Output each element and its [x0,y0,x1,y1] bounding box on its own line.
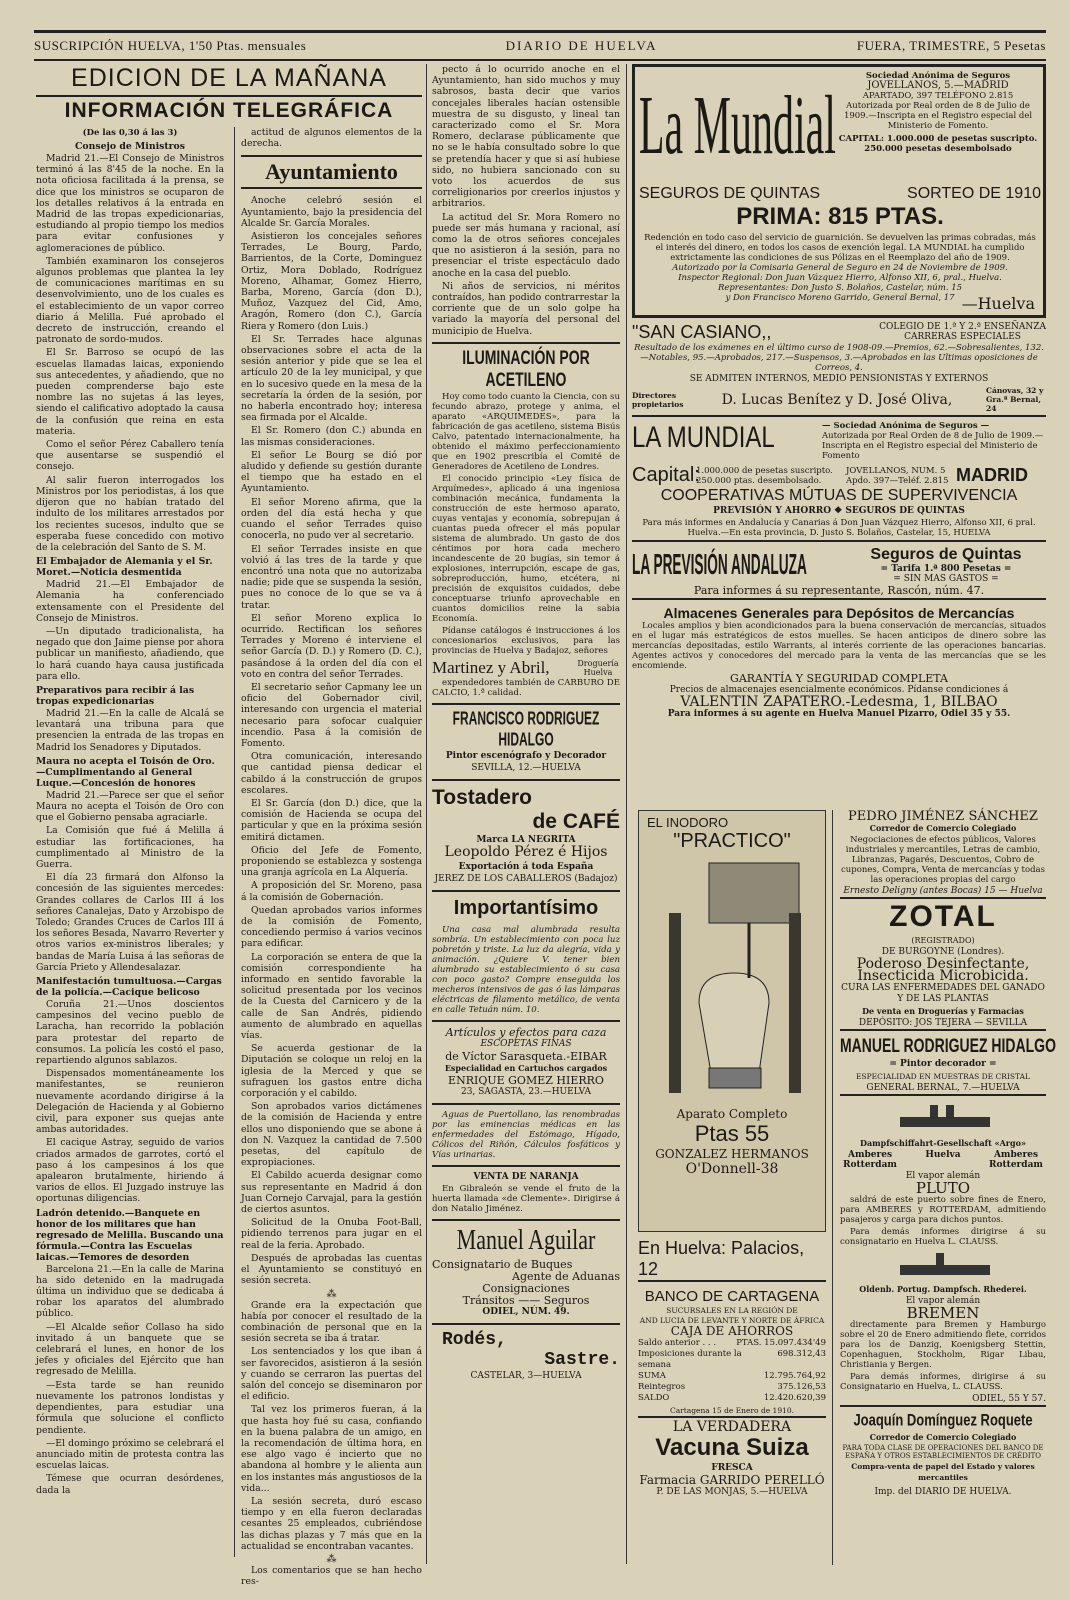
paragraph: Madrid 21.—En la calle de Alcalá se levantará una tribuna para que presencien la entrada de las tropas en Madrid los Senadores y Diputados. [36,707,224,753]
ad-text: Amberes Rotterdam [989,1150,1043,1170]
ad-text: Ernesto Deligny (antes Bocas) 15 — Huelva [840,886,1046,899]
paragraph: La sesión secreta, duró escaso tiempo y en ella fueron declaradas cesantes 25 empleados, cubriéndose las dichas plazas y 7 más que en la actualidad se encontraban vacantes. [241,1495,422,1552]
ad-text: ODIEL, 55 Y 57. [840,1394,1046,1407]
paragraph: —El Alcalde señor Collaso ha sido invitado á un banquete que se celebrará el lunes, en honor de los jefes y oficiales del Ejército que han regresado de Melilla. [36,1321,224,1378]
ad-text: saldrá de este puerto sobre fines de Enero, para AMBERES y ROTTERDAM, admitiendo pasajeros y carga para dichos puntos. [840,1195,1046,1225]
subscription-outside: FUERA, TRIMESTRE, 5 Pesetas [856,38,1046,53]
ad-text: Para informes á su representante, Rascón, núm. 47. [632,585,1046,600]
ad-text: JOVELLANOS, 5.—MADRID [867,80,1009,91]
ad-text: CURA LAS ENFERMEDADES DEL GANADO Y DE LAS PLANTAS [841,983,1045,1004]
headline: Manifestación tumultuosa.—Cargas de la policía.—Cacique belicoso [36,976,222,998]
ad-text: Para más informes en Andalucía y Canarias á Don Juan Vázquez Hierro, Alfonso XII, 6 pral. Huelva.—En esta provincia, D. Justo S. Bolaños, Castelar, 15, HUELVA [632,518,1046,542]
ads-upper [632,64,1046,824]
paragraph: Ni años de servicios, ni méritos contraídos, han podido contrarrestar la corriente que de un solo golpe ha variado la mayoría del personal del municipio de Huelva. [432,280,620,337]
ad-text: CARRERAS ESPECIALES [904,332,1021,342]
ad-text: CAJA DE AHORROS [670,1324,794,1338]
ad-vacuna-title: Vacuna Suiza [655,1434,809,1461]
ad-text: SUCURSALES EN LA REGIÓN DE [666,1306,798,1315]
ad-text: Hoy como todo cuanto la Ciencia, con su fecundo abrazo, protege y anima, el aparato «ARQUIMEDES», para la fabricación de gas acetileno, sistema Bisús Calvo, patentado internacionalmente, ha obtenido el máximo perfeccionamiento que en 1902 prescribía el Comité de Generadores de Acetileno de Londres. [432,391,620,472]
ad-text: Negociaciones de efectos públicos, Valores industriales y mercantiles, Letras de cambio, Libranzas, Pagarés, Descuentos, Cobro de cupones, Compra, Venta de mercancías y todas las operaciones propias del cargo [841,835,1045,885]
paragraph: Madrid 21.—El Embajador de Alemania ha conferenciado extensamente con el Presidente del Consejo de Ministros. [36,579,224,624]
ad-text: Especialidad en Cartuchos cargados [444,1062,608,1073]
masthead [34,30,1046,61]
ad-text: SEVILLA, 12.—HUELVA [471,762,581,773]
ad-text: SE ADMITEN INTERNOS, MEDIO PENSIONISTAS Y EXTERNOS [689,374,989,384]
ad-palacios: En Huelva: Palacios, 12 [638,1238,826,1282]
ad-text: PARA TODA CLASE DE OPERACIONES DEL BANCO DE ESPAÑA Y OTROS ESTABLECIMIENTOS DE CRÉDITO [842,1444,1044,1460]
paragraph: Tal vez los primeros fueran, á la que hasta hoy fué su casa, confiando en la buena palabra de un amigo, en la recomendación de última hora, en ese algo vago é incierto que no abandona al hombre y le alienta aun en los instantes más angustiosos de la vida... [241,1404,422,1494]
ad-text: CAPITAL: 1.000.000 de pesetas suscripto. 250.000 pesetas desembolsado [838,134,1038,154]
ad-zotal-title: ZOTAL [889,900,997,933]
separator-stars: ⁂ [326,1553,337,1565]
toilet-illustration-icon [639,853,825,1103]
paragraph: La actitud del Sr. Mora Romero no puede ser más humana y racional, así como la de otros señores concejales que no asistieron á la sesión, para no presenciar el triste espectáculo dado anoche en la casa del pueblo. [432,211,620,279]
ad-text: de Víctor Sarasqueta.-EIBAR [445,1049,607,1063]
paragraph: Oficio del Jefe de Fomento, proponiendo se establezca y sostenga una granja agrícola en La Alquería. [241,844,422,879]
paragraph: pecto á lo ocurrido anoche en el Ayuntamiento, han sido muchos y muy sabrosos, basta decir que varios concejales liberales hacían ostensible muestra de su disgusto, y lineal tan caracterizado como el Sr. Mora Romero, declarase públicamente que no se le había consultado sobre lo que se pretendía hacer y que si así hubiese sido, no hubiera sancionado con su voto los acuerdos de sus correligionarios por creerlos injustos y arbitrarios. [432,64,620,210]
paragraph: La corporación se entera de que la comisión correspondiente ha informado en sentido favorable la solicitud presentada por los vecinos de la Cuesta del Carnicero y de la calle de San Andrés, pidiendo aumento de alumbrado en aquellas vías. [241,951,422,1042]
paragraph: El secretario señor Capmany lee un oficio del Gobernador civil, interesando con urgencia el material necesario para sofocar cualquier incendio. Pasa á la comisión de Fomento. [241,681,422,749]
paragraph: Los comentarios que se han hecho res- [241,1564,422,1588]
paragraph: Coruña 21.—Unos doscientos campesinos del vecino pueblo de Laracha, han recorrido la población para protestar del reparto de consumos. La policía les costó el paso, repartiendo algunos sablazos. [36,999,224,1067]
ads-lower-right [840,809,1056,1570]
ad-text: Poderoso Desinfectante, [856,956,1030,972]
headline: Consejo de Ministros [75,141,185,152]
headline: Preparativos para recibir á las tropas expedicionarias [36,684,195,707]
ad-text: Dampfschiffahrt-Gesellschaft «Argo» [860,1138,1026,1148]
paragraph: Otra comunicación, interesando que cantidad piensa dedicar el cabildo á la construcción de grupos escolares. [241,751,422,796]
ad-text: Para informes á su agente en Huelva Manuel Pizarro, Odiel 35 y 55. [667,709,1011,719]
bank-value: 12.420.620,39 [763,1393,826,1403]
ad-text: El vapor alemán [905,1296,981,1306]
paragraph: —El domingo próximo se celebrará el anunciado mitin de protesta contra las escuelas laicas. [36,1437,224,1472]
ad-text: D. Lucas Benítez y D. José Oliva, [721,391,953,408]
ad-text: GONZALEZ HERMANOS [655,1147,809,1161]
ad-text: = Pintor decorador = [889,1059,997,1069]
ad-text: = Tarifa 1.ª 800 Pesetas = [880,564,1012,574]
printer-imprint: Imp. del DIARIO DE HUELVA. [874,1487,1012,1497]
ad-text: Artículos y efectos para caza [445,1025,607,1039]
paragraph: Al salir fueron interrogados los Ministros por los periodistas, á los que dijeron que no habían tratado del indulto de los militares arrestados por los recientes sucesos, indulto que se esperaba fuese concedido con motivo de la celebración del Santo de S. M. [36,474,224,553]
ad-text: Seguros de Quintas [870,546,1022,563]
column-rule [426,64,427,1564]
headline: Maura no acepta el Toisón de Oro. —Cumplimentando al General Luque.—Concesión de honores [36,755,215,789]
separator-stars: ⁂ [326,1288,337,1300]
ad-text: El vapor alemán [905,1171,981,1181]
paragraph: Anoche celebró sesión el Ayuntamiento, bajo la presidencia del Alcalde Sr. García Morales. [241,195,422,229]
ad-text: Cartagena 15 de Enero de 1910. [638,1405,826,1418]
ad-text: Consignaciones [482,1281,570,1295]
ad-text: Pídanse catálogos é instrucciones á los concesionarios exclusivos, para las provincias de Huelva y Badajoz, señores [432,625,620,656]
ad-text: P. DE LAS MONJAS, 5.—HUELVA [656,1487,808,1497]
column-rule [626,64,627,1564]
paragraph: Son aprobados varios dictámenes de la comisión de Hacienda y entre ellos uno disponiendo que se abone á don N. Vazquez la cantidad de 7.500 pesetas, del capítulo de expropiaciones. [241,1101,422,1169]
bank-value: 12.795.764,92 [763,1371,826,1381]
paragraph: El señor Le Bourg se dió por aludido y defiende su gestión durante el tiempo que ha estado en el Ayuntamiento. [241,449,422,495]
paragraph: Madrid 21.—Parece ser que el señor Maura no acepta el Toisón de Oro con que el Gobierno pensaba agraciarle. [36,789,224,824]
ad-text: SORTEO DE 1910 [907,185,1041,202]
ad-text: COOPERATIVAS MÚTUAS DE SUPERVIVENCIA [660,487,1018,504]
steamship-icon [840,1249,1046,1279]
ad-text: VALENTIN ZAPATERO.-Ledesma, 1, BILBAO [680,694,998,710]
ad-text: Farmacia GARRIDO PERELLÓ [639,1473,825,1487]
ad-text: Leopoldo Pérez é Hijos [444,843,608,860]
ad-text: PREVISIÓN Y AHORRO ❖ SEGUROS DE QUINTAS [713,506,965,516]
ad-text: MADRID [956,465,1028,485]
paragraph: Témese que ocurran desórdenes, dada la [36,1473,224,1496]
ad-text: Corredor de Comercio Colegiado [869,1432,1017,1442]
paragraph: —Un diputado tradicionalista, ha negado que don Jaime piense por ahora publicar un manifiesto, añadiendo, que lo hará cuando haya causa justificada para ello. [36,625,224,682]
section-title: INFORMACIÓN TELEGRÁFICA [64,99,394,122]
ad-text: Autorizada por Real Orden de 8 de Julio de 1909.—Inscripta en el Registro especial del Ministerio de Fomento [822,431,1044,461]
paragraph: Los sentenciados y los que iban á ser favorecidos, asistieron á la sesión y cuando se cerraron las puertas del salón del concejo se diseminaron por el edificio. [241,1346,422,1403]
ad-text: Inspector Regional: Don Juan Vázquez Hierro, Alfonso XII, 6, pral., Huelva. [678,273,1002,283]
ad-text: GARANTÍA Y SEGURIDAD COMPLETA [730,672,948,685]
ad-almacenes-title: Almacenes Generales para Depósitos de Mercancías [663,605,1015,621]
ad-text: JEREZ DE LOS CABALLEROS (Badajoz) [434,873,618,884]
ads-lower-left [638,810,826,1570]
ad-text: Consignatario de Buques [432,1257,573,1271]
ad-text: Compra-venta de papel del Estado y valores mercantiles [851,1462,1035,1482]
paragraph: Como el señor Pérez Caballero tenía que ausentarse se suspendió el consejo. [36,439,224,473]
ad-mrh-title: MANUEL RODRIGUEZ HIDALGO [840,1033,1056,1057]
bank-value: 698.312,43 [777,1349,826,1359]
paragraph: También examinaron los consejeros algunos problemas que plantea la ley de comunicaciones marítimas en su desenvolvimiento, uno de los cuales es el establecimiento de un vapor correo diario á Melilla. Fué aprobado el decreto de instrucción, creando el patronato de sordo-mudos. [36,255,224,346]
ad-inodoro [638,810,826,1232]
ad-text: Sociedad Anónima de Seguros [865,71,1011,81]
ad-text: CASTELAR, 3—HUELVA [470,1370,582,1381]
paragraph: El Sr. García (don D.) dice, que la comisión de Hacienda se ocupa del particular y que en la próxima sesión emitirá dictamen. [241,797,422,843]
ad-text: LA VERDADERA [672,1419,792,1435]
ad-text: expendedores también de CARBURO DE CALCIO, 1.ª calidad. [432,677,620,698]
ad-text: (REGISTRADO) [911,936,975,945]
ad-frh-title: FRANCISCO RODRIGUEZ HIDALGO [452,707,600,750]
ad-text: Resultado de los exámenes en el último curso de 1908-09.—Premios, 62.—Sobresalientes, 132.—Notables, 95.—Aprobados, 217.—Suspensos, 3.—Aprobados en las Ultimas oposiciones de Correos, 4. [634,343,1044,373]
ad-rodes-title: Sastre. [544,1349,620,1370]
ad-text: Una casa mal alumbrada resulta sombría. Un establecimiento con poca luz pobretón y triste. La luz da alegría, vida y animación. ¿Quiere V. tener bien alumbrado su establecimiento ó su casa con poco gasto? Compre enseguida los mecheros intensivos de gas ó las lámparas eléctricas de filamento metálico, de venta en calle Tetuán núm. 10. [432,924,620,1015]
ad-text: BREMEN [906,1304,980,1322]
ad-prevision-andaluza: LA PREVISIÓN ANDALUZA [632,548,807,581]
bank-label: Reintegros [638,1382,686,1392]
paragraph: Asistieron los concejales señores Terrades, Le Bourg, Pardo, Barrientos, de la Corte, Dominguez Ortiz, Mora Doblado, Rodríguez Moreno, Alhamar, Gomez Hierro, Barba, Moreno, García (don D.), Muñoz, Vazquez del Cid, Amo, Aragón, Romero (don C.), García Riera y Romero (don Luis.) [241,231,422,332]
newspaper-page [34,30,1056,1588]
paragraph: El Sr. Terrades hace algunas observaciones sobre el acta de la sesión anterior y pide que se lea el artículo 20 de la ley municipal, y que en lo sucesivo quede en la mesa de la secretaría la órden de la sesión, por no haberla encontrado hoy; interesa sea firmada por el Alcalde. [241,333,422,424]
ad-text: Redención en todo caso del servicio de guarnición. Se devuelven las primas cobradas, más el interés del dinero, en todos los casos de exención legal. LA MUNDIAL ha cumplido extrictamente las condiciones de sus Pólizas en el Reemplazo del año de 1909. [644,233,1036,263]
ad-text: Ptas 55 [694,1121,770,1146]
paragraph: Se acuerda gestionar de la Diputación se coloque un reloj en la iglesia de la Merced y que se sufraguen los gastos entre dicha corporación y el cabildo. [241,1043,422,1100]
hours-note: (De las 0,30 á las 3) [82,128,178,138]
ad-text: El conocido principio «Ley física de Arquímedes», aplicado á una ingeniosa combinación mecánica, fundamenta la construcción de este hermoso aparato, cuyas ventajas y economía, sobrepujan á cuantas pueda ofrecer el más popular sistema de alumbrado. Un gasto de dos céntimos por hora cada mechero incandescente de 20 bugías, sin temor á explosiones, interrupción, escape de gas, sobreproducción, humo, etcétera, ni precisión de exquisitos cuidados, debe conceptuarse triunfo aprovechable en cuantos domicilios reine la sabia Economía. [432,473,620,624]
ad-text: ESPECIALIDAD EN MUESTRAS DE CRISTAL [856,1072,1030,1081]
ad-text: Autorizado por la Comisaria General de Seguro en 24 de Noviembre de 1909. [672,263,1008,273]
ad-text: Aguas de Puertollano, las renombradas por las eminencias médicas en las enfermedades del Estómago, Hígado, Cólicos del Riñón, Cálculos fosfáticos y Vías urinarias. [432,1109,620,1160]
ad-acetileno-title: ILUMINACIÓN POR ACETILENO [462,345,590,391]
ad-text: 1.000.000 de pesetas suscripto. 250.000 ptas. desembolsado. [696,465,833,486]
ad-text: Aparato Completo [676,1107,788,1121]
bank-label: Imposiciones durante la semana [638,1349,742,1370]
ad-text: Cánovas, 32 y Gra.ª Bernal, 24 [986,386,1044,413]
la-mundial-logo: La Mundial [638,79,836,173]
ad-text: Exportación á toda España [458,861,594,872]
ad-brand: Martinez y Abril, [432,657,550,677]
ad-text: ENRIQUE GOMEZ HIERRO [448,1073,604,1087]
column-middle [432,64,620,1564]
ad-text: Amberes Rotterdam [843,1150,897,1170]
ad-text: Pintor escenógrafo y Decorador [445,750,607,761]
ad-text: O'Donnell-38 [685,1161,779,1177]
paragraph: El día 23 firmará don Alfonso la concesión de las siguientes mercedes: Grandes collares de Carlos III á los señores Canalejas, Dato y Arzobispo de Toledo; Grandes Cruces de Carlos III á los señores Besada, Navarro Reverter y otros varios ex-ministros liberales; y bandas de María Luisa á las señoras de García Prieto y Allendesalazar. [36,872,224,973]
column-rule [832,810,833,1565]
ad-text: JOVELLANOS, NUM. 5 Apdo. 397—Teléf. 2.815 [846,465,949,486]
paragraph: El señor Moreno afirma, que la orden del día está hecha y que cuando el señor Terrades quiso conocerla, no pudo ver al secretario. [241,496,422,542]
ad-text: Autorizada por Real orden de 8 de Julio de 1909.—Inscripta en el Registro especial del Ministerio de Fomento. [843,101,1033,131]
ad-text: "PRACTICO" [673,830,791,852]
ad-text: Huelva [925,1150,961,1160]
ad-rodes-title: Rodés, [442,1329,507,1350]
paragraph: El Sr. Romero (don C.) abunda en las mismas consideraciones. [241,425,422,448]
newspaper-title: DIARIO DE HUELVA [505,38,658,53]
ad-tostadero-title: Tostadero [432,785,532,809]
ad-text: GENERAL BERNAL, 7.—HUELVA [840,1083,1046,1096]
edition-title: EDICION DE LA MAÑANA [71,64,387,92]
ad-text: AND LUCIA DE LEVANTE Y NORTE DE ÁFRICA [639,1316,825,1325]
ad-tostadero-title: de CAFÉ [532,809,620,833]
paragraph: Solicitud de la Onuba Foot-Ball, pidiendo terrenos para jugar en el real de la feria. Aprobado. [241,1217,422,1251]
ad-text: Representantes: Don Justo S. Bolaños, Castelar, núm. 15 [717,283,963,293]
ad-text: En Gibraleón se vende el fruto de la huerta llamada «de Clemente». Dirigirse á don Natalio Jiménez. [432,1183,620,1214]
ad-aguilar-title: Manuel Aguilar [456,1222,596,1256]
ad-naranja-title: VENTA DE NARANJA [473,1171,579,1182]
bank-value: PTAS. 15.097.434'49 [736,1338,826,1348]
paragraph: actitud de algunos elementos de la derecha. [241,127,422,150]
ad-text: directamente para Bremen y Hamburgo sobre el 20 de Enero admitiendo flete, corridos para los de Danzig, Koenigsberg Stettin, Copenhaguen, Stockholm, Rigar Libau, Christiania y Bergen. [840,1320,1046,1370]
ad-prima: PRIMA: 815 PTAS. [736,203,944,230]
ad-text: Directores propietarios [632,390,684,409]
ad-text: Corredor de Comercio Colegiado [869,823,1017,833]
ad-text: EL INODORO [647,815,729,830]
paragraph: El señor Terrades insiste en que volvió á las tres de la tarde y que encontró una nota que no autorizaba nadie; pide que se suspenda la sesión, pues no conoce de lo que se va á tratar. [241,543,422,611]
paragraph: El señor Moreno explica lo ocurrido. Rectifican los señores Terrades y Moreno é interviene el señor García (D. D.) y Romero (D. C.), pasándose á la orden del día con el voto en contra del señor Terrades. [241,612,422,680]
ad-text: Para demás informes, dirigirse á su Consignatario en Huelva, L. CLAUSS. [840,1372,1046,1392]
paragraph: El Sr. Barroso se ocupó de las escuelas llamadas laicas, exponiendo sus antecedentes, y añadiendo, que no pueden comprenderse bajo este nombre las no sujetas á las leyes, siendo el calificativo adoptado la causa de la confusión que reina en esta materia. [36,347,224,437]
ad-text: Droguería Huelva [577,658,619,677]
paragraph: Barcelona 21.—En la calle de Marina ha sido detenido en la madrugada última un individuo que se dedicaba á robar los aparatos del alumbrado público. [36,1263,224,1320]
ad-text: Insecticida Microbicida. [857,968,1029,984]
paragraph: El Cabildo acuerda designar como sus representante en Madrid á don Juan Cornejo Carvajal, para la gestión de ciertos asuntos. [241,1170,422,1216]
ad-text: ESCOPETAS FINAS [480,1038,572,1049]
ad-importantisimo-title: Importantísimo [453,896,599,919]
section-ayuntamiento: Ayuntamiento [241,155,422,189]
bank-label: Saldo anterior . . . [638,1338,717,1348]
ad-text: Tránsitos —— Seguros [462,1293,590,1307]
paragraph: A proposición del Sr. Moreno, pasa á la comisión de Gobernación. [241,880,422,903]
headline: El Embajador de Alemania y el Sr. Moret.—Noticia desmentida [36,556,213,579]
paragraph: Quedan aprobados varios informes de la comisión de Fomento, concediendo permiso á varios vecinos para edificar. [241,904,422,950]
ad-la-mundial-2: LA MUNDIAL [632,421,775,454]
ad-text: y Don Francisco Moreno Garrido, General Bernal, 17 [725,293,955,303]
ad-text: Precios de almacenajes esencialmente económicos. Pídanse condiciones á [669,685,1009,695]
paragraph: —Esta tarde se han reunido nuevamente los patronos londistas y dependientes, para estudiar una fórmula que solucione el conflicto pendiente. [36,1379,224,1436]
ad-text: FRESCA [711,1463,753,1473]
ad-text: ODIEL, NÚM. 49. [482,1306,570,1317]
ad-text: = SIN MAS GASTOS = [893,574,999,584]
ad-san-casiano-title: "SAN CASIANO,, [632,322,772,342]
ad-text: Marca LA NEGRITA [476,834,576,845]
ad-jimenez-title: PEDRO JIMÉNEZ SÁNCHEZ [848,809,1038,824]
ad-dominguez-title: Joaquín Domínguez Roquete [853,1409,1033,1430]
bank-label: SUMA [638,1371,666,1381]
bank-label: SALDO [638,1393,670,1403]
ad-la-mundial [632,64,1046,318]
headline: Ladrón detenido.—Banquete en honor de los militares que han regresado de Melilla. Buscando una fórmula.—Contra las Escuelas laicas.—Temores de desorden [36,1207,224,1263]
ad-text: Locales amplios y bien acondicionados para la buena conservación de mercancías, situados en el lugar más estratégicos de estos muelles. Se hacen anticipos de dinero sobre las mercancías depositadas, estilo Warrants, al interés corriente de las operaciones bancarias. Agentes activos y conocedores del mercado para la venta de las mercancías que se les encomiende. [632,621,1046,671]
ad-text: DEPÓSITO: JOS TEJERA — SEVILLA [840,1018,1046,1031]
subscription-local: SUSCRIPCIÓN HUELVA, 1'50 Ptas. mensuales [34,38,307,53]
ad-text: Agente de Aduanas [512,1269,620,1283]
ad-text: —Huelva [961,294,1035,313]
ad-text: DE BURGOYNE (Londres). [881,947,1005,957]
column-telegraphic [36,64,422,1588]
ad-text: — Sociedad Anónima de Seguros — [822,421,990,431]
bank-value: 375.126,53 [777,1382,826,1392]
paragraph: La Comisión que fué á Melilla á estudiar las fortificaciones, ha cumplimentado al Ministro de la Guerra. [36,825,224,870]
ad-text: PLUTO [915,1179,971,1197]
ad-text: APARTADO, 397 TELÉFONO 2.815 [862,91,1014,101]
paragraph: Dispensados momentáneamente los manifestantes, se reunieron nuevamente acordando dirigirse á la Delegación de Hacienda y al Gobierno civil, para exponer sus quejas ante ambas autoridades. [36,1068,224,1136]
ad-text: Oldenb. Portug. Dampfsch. Rhederei. [859,1284,1027,1294]
paragraph: Grande era la expectación que había por conocer el resultado de la combinación de personal que en la sesión secreta se iba á tratar. [241,1299,422,1345]
ad-text: De venta en Droguerías y Farmacias [862,1006,1024,1016]
paragraph: Madrid 21.—El Consejo de Ministros terminó á las 8'45 de la noche. En la nota oficiosa facilitada á la prensa, se dice que los ministros se ocuparon de los detalles relativos á la entrada en Madrid de las tropas expedicionarias, estudiando al propio tiempo los medios para evitar confusiones y aglomeraciones de público. [36,153,224,254]
paragraph: Después de aprobadas las cuentas el Ayuntamiento se constituyó en sesión secreta. [241,1252,422,1287]
ad-text: Para demás informes dirigirse á su consignatario en Huelva L. CLAUSS. [840,1227,1046,1247]
ad-text: SEGUROS DE QUINTAS [639,185,821,202]
ad-text: 23, SAGASTA, 23.—HUELVA [460,1086,592,1097]
paragraph: El cacique Astray, seguido de varios criados armados de garrotes, cortó el paso á los campesinos á los que apalearon brutalmente, hiriendo á varios de ellos. El Juzgado instruye las oportunas diligencias. [36,1137,224,1205]
steamship-icon [840,1097,1046,1133]
ad-text: COLEGIO DE 1.ª Y 2.ª ENSEÑANZA [879,322,1046,332]
ad-text: Capital: [632,464,700,486]
ad-banco-title: BANCO DE CARTAGENA [644,1288,820,1305]
